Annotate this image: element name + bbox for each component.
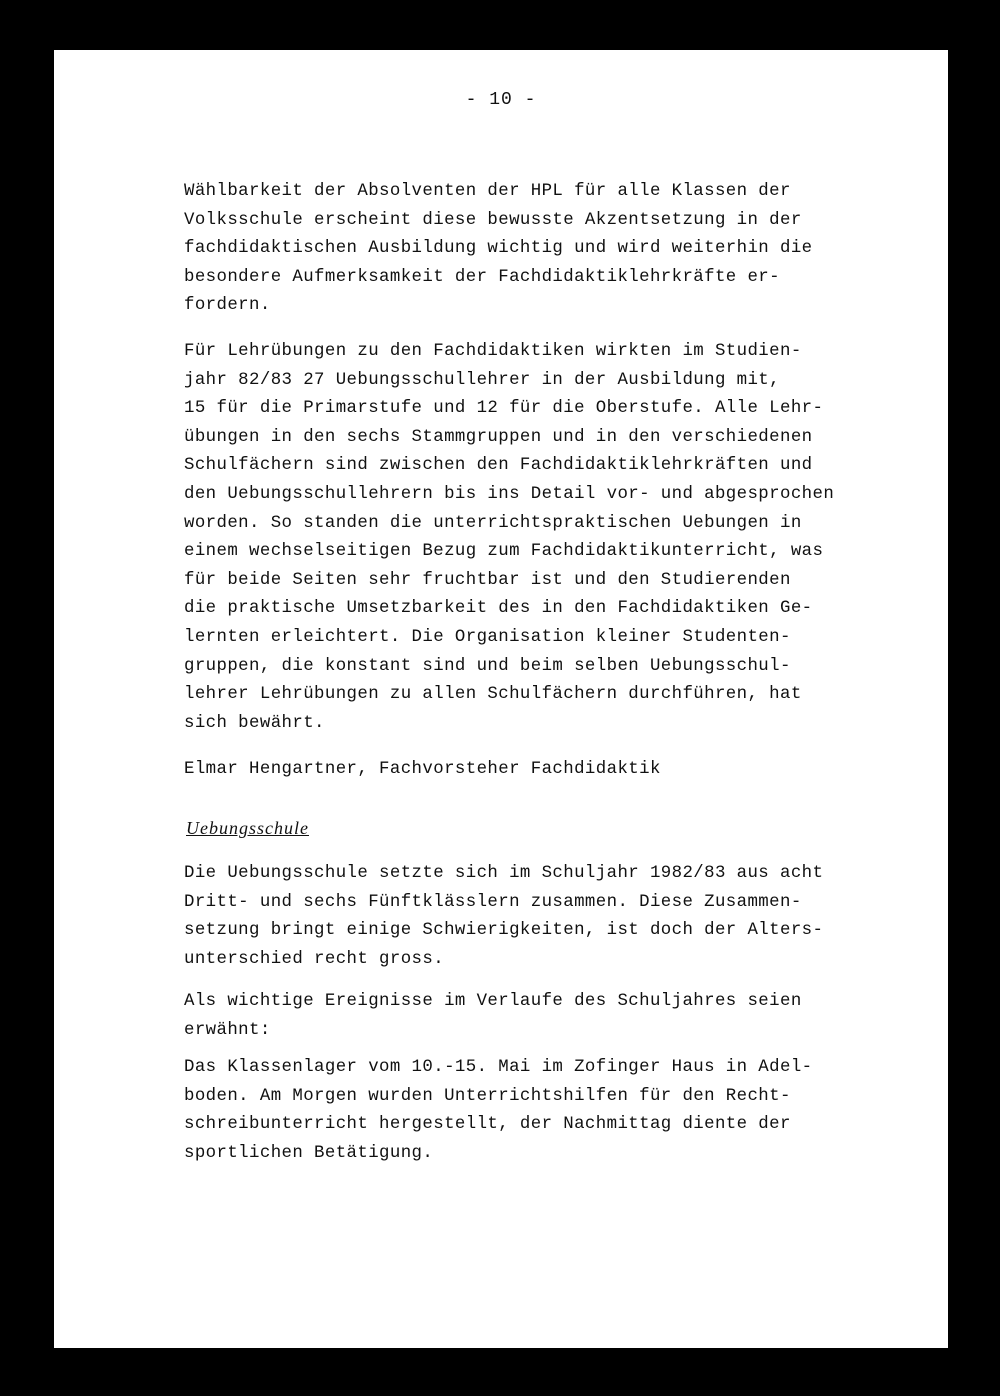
text-line: Wählbarkeit der Absolventen der HPL für alle Klassen der (184, 182, 791, 201)
text-line: Elmar Hengartner, Fachvorsteher Fachdidaktik (184, 760, 661, 779)
text-line: 15 für die Primarstufe und 12 für die Oberstufe. Alle Lehr- (184, 399, 824, 419)
text-line: setzung bringt einige Schwierigkeiten, ist doch der Alters- (184, 921, 824, 941)
text-line: Für Lehrübungen zu den Fachdidaktiken wirkten im Studien- (184, 342, 802, 361)
text-line: besondere Aufmerksamkeit der Fachdidaktiklehrkräfte er- (184, 267, 780, 287)
section-paragraph-2 (184, 988, 884, 1045)
text-line: unterschied recht gross. (184, 949, 445, 969)
paragraph-2 (184, 338, 884, 738)
text-line: fachdidaktischen Ausbildung wichtig und wird weiterhin die (184, 239, 813, 259)
text-line: erwähnt: (184, 1020, 271, 1040)
text-line: boden. Am Morgen wurden Unterrichtshilfen für den Recht- (184, 1086, 791, 1106)
text-line: fordern. (184, 296, 271, 316)
author-signature (184, 756, 884, 785)
text-line: für beide Seiten sehr fruchtbar ist und den Studierenden (184, 570, 791, 590)
text-line: Das Klassenlager vom 10.-15. Mai im Zofinger Haus in Adel- (184, 1058, 813, 1077)
text-line: lehrer Lehrübungen zu allen Schulfächern durchführen, hat (184, 685, 802, 705)
text-line: worden. So standen die unterrichtspraktischen Uebungen in (184, 513, 802, 533)
document-page (54, 50, 948, 1348)
section-heading: Uebungsschule (186, 818, 309, 838)
text-line: lernten erleichtert. Die Organisation kleiner Studenten- (184, 627, 791, 647)
section-paragraph-1 (184, 860, 884, 974)
text-line: schreibunterricht hergestellt, der Nachmittag diente der (184, 1115, 791, 1135)
section-paragraph-3 (184, 1054, 884, 1168)
text-line: Volksschule erscheint diese bewusste Akzentsetzung in der (184, 210, 802, 230)
text-line: Dritt- und sechs Fünftklässlern zusammen. Diese Zusammen- (184, 892, 802, 912)
text-line: jahr 82/83 27 Uebungsschullehrer in der Ausbildung mit, (184, 370, 780, 390)
page-number: - 10 - (465, 90, 537, 110)
text-line: gruppen, die konstant sind und beim selben Uebungsschul- (184, 656, 791, 676)
text-line: einem wechselseitigen Bezug zum Fachdidaktikunterricht, was (184, 542, 824, 562)
text-line: sportlichen Betätigung. (184, 1143, 434, 1163)
text-line: die praktische Umsetzbarkeit des in den Fachdidaktiken Ge- (184, 599, 813, 619)
text-line: den Uebungsschullehrern bis ins Detail vor- und abgesprochen (184, 484, 835, 504)
text-line: übungen in den sechs Stammgruppen und in den verschiedenen (184, 427, 813, 447)
text-line: Die Uebungsschule setzte sich im Schuljahr 1982/83 aus acht (184, 864, 824, 883)
text-line: Als wichtige Ereignisse im Verlaufe des Schuljahres seien (184, 992, 802, 1011)
text-line: sich bewährt. (184, 713, 325, 733)
paragraph-1 (184, 178, 884, 321)
text-line: Schulfächern sind zwischen den Fachdidaktiklehrkräften und (184, 456, 813, 476)
